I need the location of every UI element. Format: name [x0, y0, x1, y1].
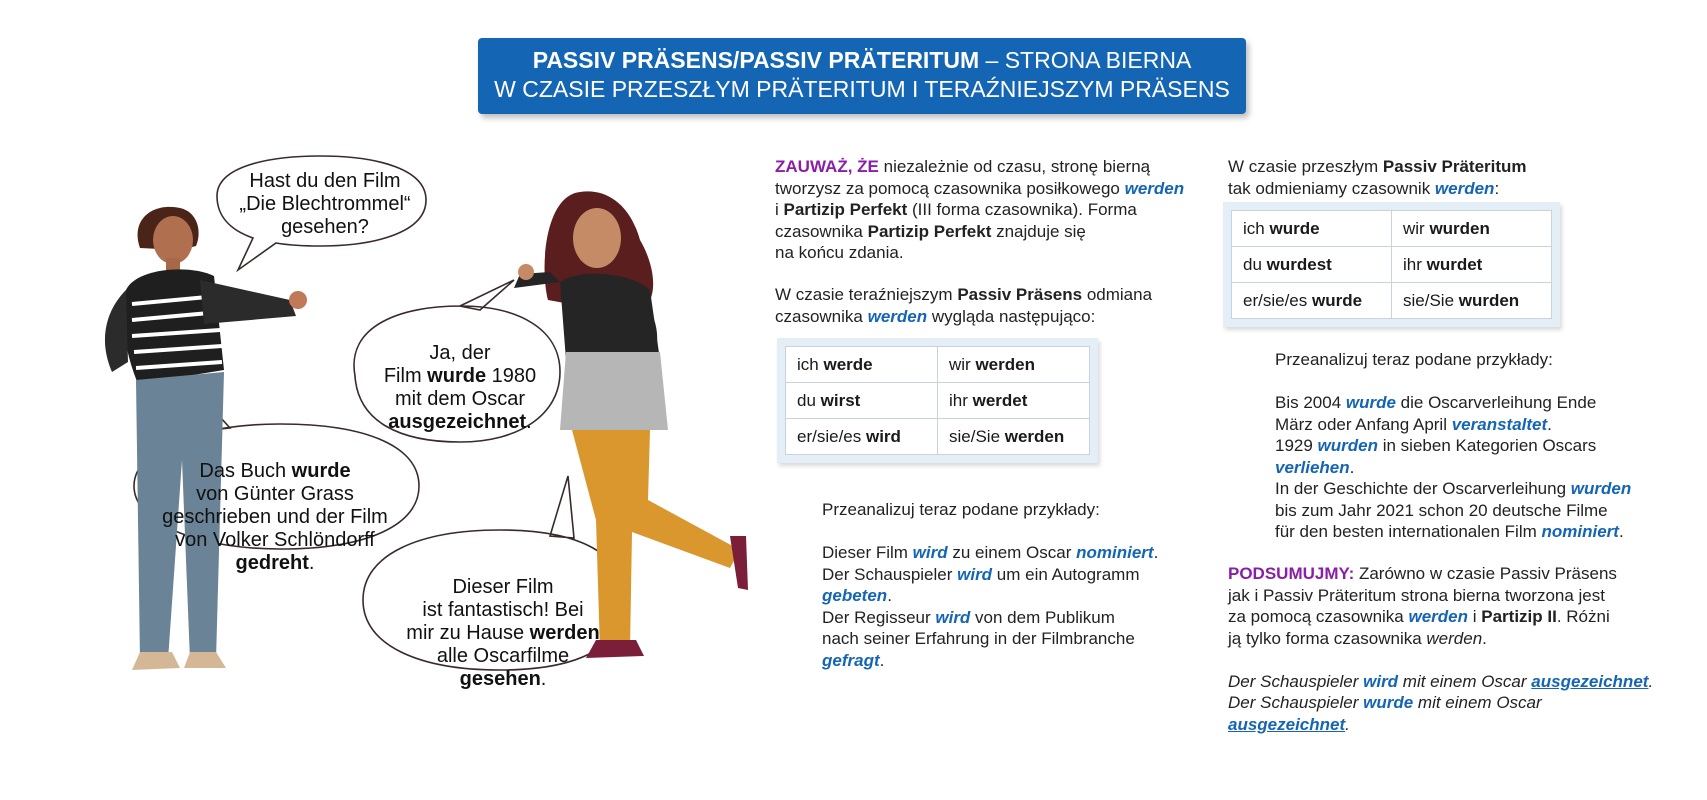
- bubble-1-text: Hast du den Film „Die Blechtrommel“ gesehen?: [239, 170, 411, 238]
- past-conjugation-table: [1223, 202, 1560, 327]
- table-row: ich werde wir werden: [786, 347, 1090, 383]
- present-intro: W czasie teraźniejszym Passiv Präsens odmiana czasownika werden wygląda następująco:: [775, 285, 1153, 326]
- bubble-2-text: Ja, der Film wurde 1980 mit dem Oscar ausgezeichnet.: [383, 342, 537, 433]
- table-row: du wirst ihr werdet: [786, 383, 1090, 419]
- table-row: er/sie/es wird sie/Sie werden: [786, 419, 1090, 455]
- note-paragraph: ZAUWAŻ, ŻE niezależnie od czasu, stronę bierną tworzysz za pomocą czasownika posiłkowego werden i Partizip Perfekt (III forma czasownika). Forma czasownika Partizip Perfekt znajduje się na końcu zdania.: [775, 157, 1185, 262]
- bubble-4-text: Dieser Film ist fantastisch! Bei mir zu Hause werden alle Oscarfilme gesehen.: [406, 576, 600, 690]
- bubble-3-text: Das Buch wurde von Günter Grass geschrieben und der Film von Volker Schlöndorff gedreht.: [162, 460, 388, 574]
- past-examples: Przeanalizuj teraz podane przykłady: Bis 2004 wurde die Oscarverleihung Ende März oder Anfang April veranstaltet. 1929 wurden in sieben Kategorien Oscars verliehen. In der Geschichte der Oscarverleihung wurden bis zum Jahr 2021 schon 20 deutsche Filme für den besten internationalen Film nominiert.: [1275, 350, 1632, 541]
- table-row: ich wurde wir wurden: [1232, 211, 1552, 247]
- present-conjugation-table: [777, 338, 1098, 463]
- title-line-2: W CZASIE PRZESZŁYM PRÄTERITUM I TERAŹNIEJSZYM PRÄSENS: [494, 76, 1230, 102]
- table-row: er/sie/es wurde sie/Sie wurden: [1232, 283, 1552, 319]
- past-intro: W czasie przeszłym Passiv Präteritum tak odmieniamy czasownik werden:: [1228, 157, 1527, 198]
- present-examples: Przeanalizuj teraz podane przykłady: Dieser Film wird zu einem Oscar nominiert. Der Schauspieler wird um ein Autogramm gebeten. Der Regisseur wird von dem Publikum nach seiner Erfahrung in der Filmbranche gefragt.: [822, 500, 1159, 670]
- title-banner: [478, 38, 1246, 114]
- title-line-1: PASSIV PRÄSENS/PASSIV PRÄTERITUM – STRONA BIERNA: [532, 47, 1192, 73]
- table-row: du wurdest ihr wurdet: [1232, 247, 1552, 283]
- summary-paragraph: PODSUMUJMY: Zarówno w czasie Passiv Präsens jak i Passiv Präteritum strona bierna tworzona jest za pomocą czasownika werden i Partizip II. Różni ją tylko forma czasownika werden. Der Schauspieler wird mit einem Oscar ausgezeichnet. Der Schauspieler wurde mit einem Oscar ausgezeichnet.: [1228, 564, 1654, 734]
